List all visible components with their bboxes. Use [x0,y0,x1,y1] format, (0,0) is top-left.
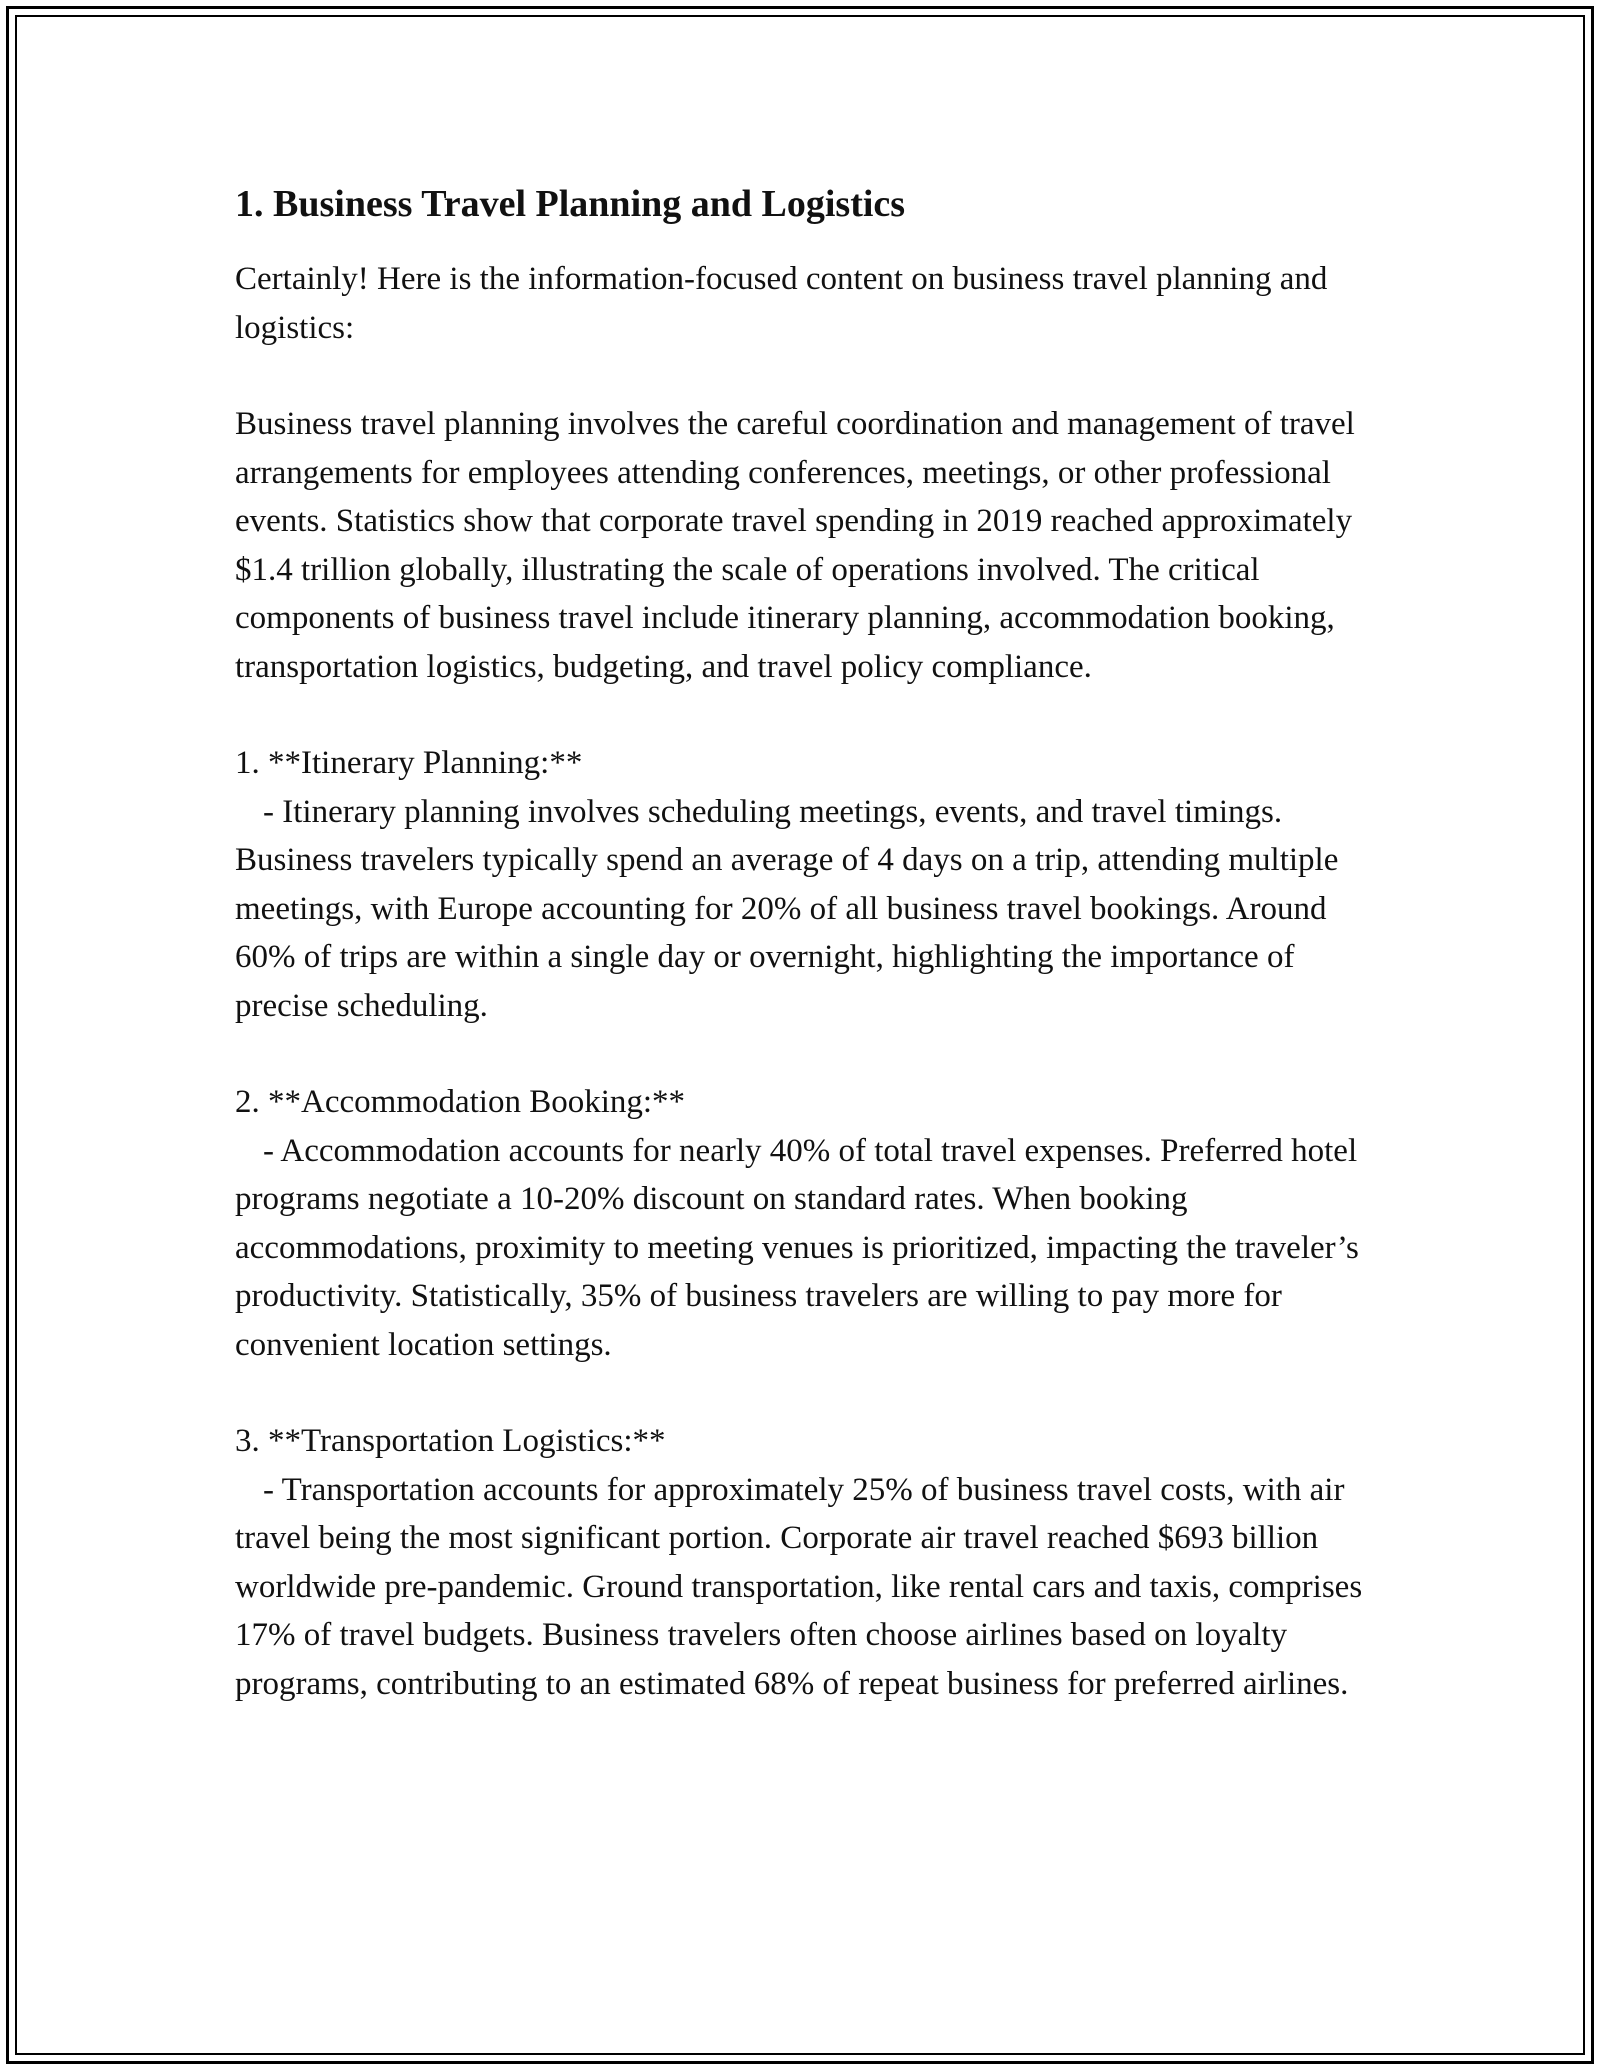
intro-paragraph: Certainly! Here is the information-focused content on business travel planning and logistics: [235,261,1328,346]
list-item-body: - Itinerary planning involves scheduling meetings, events, and travel timings. Business travelers typically spend an average of 4 days on a trip, attending multiple meetings, with Europe accounting for 20% of all business travel bookings. Around 60% of trips are within a single day or overnight, highlighting the importance of precise scheduling. [235,793,1339,1024]
section-heading: 1. Business Travel Planning and Logistics [235,183,906,225]
list-item-body: - Accommodation accounts for nearly 40% of total travel expenses. Preferred hotel programs negotiate a 10-20% discount on standard rates. When booking accommodations, proximity to meeting venues is prioritized, impacting the traveler’s productivity. Statistically, 35% of business travelers are willing to pay more for convenient location settings. [235,1132,1359,1363]
list-item-accommodation [235,1078,1385,1369]
list-item-body: - Transportation accounts for approximately 25% of business travel costs, with air travel being the most significant portion. Corporate air travel reached $693 billion worldwide pre-pandemic. Ground transportation, like rental cars and taxis, comprises 17% of travel budgets. Business travelers often choose airlines based on loyalty programs, contributing to an estimated 68% of repeat business for preferred airlines. [235,1471,1363,1702]
list-item-transportation [235,1417,1385,1708]
list-item-title: 3. **Transportation Logistics:** [235,1423,666,1460]
list-item-title: 1. **Itinerary Planning:** [235,745,583,782]
overview-paragraph: Business travel planning involves the careful coordination and management of travel arrangements for employees attending conferences, meetings, or other professional events. Statistics show that corporate travel spending in 2019 reached approximately $1.4 trillion globally, illustrating the scale of operations involved. The critical components of business travel include itinerary planning, accommodation booking, transportation logistics, budgeting, and travel policy compliance. [235,406,1355,685]
document-content [235,180,1385,1756]
list-item-itinerary [235,739,1385,1030]
list-item-title: 2. **Accommodation Booking:** [235,1084,686,1121]
